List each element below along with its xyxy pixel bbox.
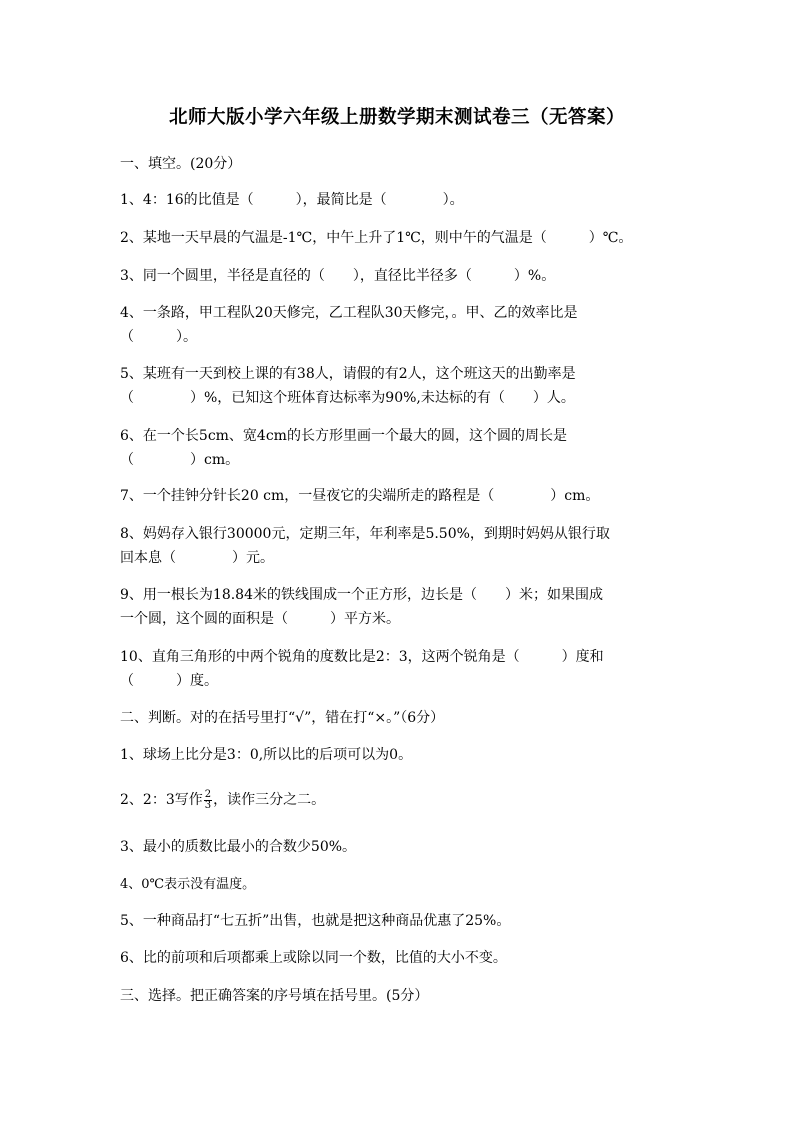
fill-question-1: 1、4：16的比值是（ ），最简比是（ ）。 — [120, 192, 464, 208]
judge-question-3: 3、最小的质数比最小的合数少50%。 — [120, 839, 357, 855]
fill-question-4-line1: 4、一条路，甲工程队20天修完，乙工程队30天修完，。甲、乙的效率比是 — [120, 305, 578, 321]
judge-question-1: 1、球场上比分是3：0,所以比的后项可以为0。 — [120, 747, 413, 763]
judge-question-4: 4、0℃表示没有温度。 — [120, 877, 256, 892]
judge-question-2 — [120, 788, 680, 812]
fraction-two-thirds — [204, 790, 212, 811]
fill-question-4-line2: （ ）。 — [120, 329, 197, 345]
judge-question-6: 6、比的前项和后项都乘上或除以同一个数，比值的大小不变。 — [120, 950, 507, 966]
judge-question-5: 5、一种商品打“七五折”出售，也就是把这种商品优惠了25%。 — [120, 913, 511, 929]
section3-heading: 三、选择。把正确答案的序号填在括号里。(5分） — [120, 988, 429, 1004]
fill-question-10-line2: （ ）度。 — [120, 673, 218, 689]
fill-question-8-line1: 8、妈妈存入银行30000元，定期三年，年利率是5.50%，到期时妈妈从银行取 — [120, 526, 610, 542]
fill-question-9-line1: 9、用一根长为18.84米的铁线围成一个正方形，边长是（ ）米；如果围成 — [120, 587, 603, 603]
fill-question-7: 7、一个挂钟分针长20 cm，一昼夜它的尖端所走的路程是（ ）cm。 — [120, 488, 600, 504]
judge-question-2-text-after: ，读作三分之二。 — [213, 792, 326, 808]
fill-question-9-line2: 一个圆，这个圆的面积是（ ）平方米。 — [120, 611, 400, 627]
fill-question-8-line2: 回本息（ ）元。 — [120, 550, 274, 566]
fill-question-5-line1: 5、某班有一天到校上课的有38人，请假的有2人，这个班这天的出勤率是 — [120, 366, 576, 382]
fill-question-5-line2: （ ）%，已知这个班体育达标率为90%,未达标的有（ ）人。 — [120, 390, 575, 406]
fill-question-6-line1: 6、在一个长5cm、宽4cm的长方形里画一个最大的圆，这个圆的周长是 — [120, 428, 567, 444]
fill-question-2: 2、某地一天早晨的气温是-1℃，中午上升了1℃，则中午的气温是（ ）℃。 — [120, 230, 633, 246]
fill-question-6-line2: （ ）cm。 — [120, 452, 240, 468]
fill-question-3: 3、同一个圆里，半径是直径的（ ），直径比半径多（ ）%。 — [120, 268, 556, 284]
section1-heading: 一、填空。(20分） — [120, 156, 242, 172]
fill-question-10-line1: 10、直角三角形的中两个锐角的度数比是2：3，这两个锐角是（ ）度和 — [120, 649, 604, 665]
judge-question-2-text-before: 2、2：3写作 — [120, 792, 203, 808]
fraction-numerator: 2 — [204, 788, 212, 800]
page-title: 北师大版小学六年级上册数学期末测试卷三（无答案） — [168, 107, 625, 128]
fraction-denominator: 3 — [204, 799, 212, 811]
section2-heading: 二、判断。对的在括号里打“√”，错在打“×。”（6分） — [120, 710, 445, 726]
